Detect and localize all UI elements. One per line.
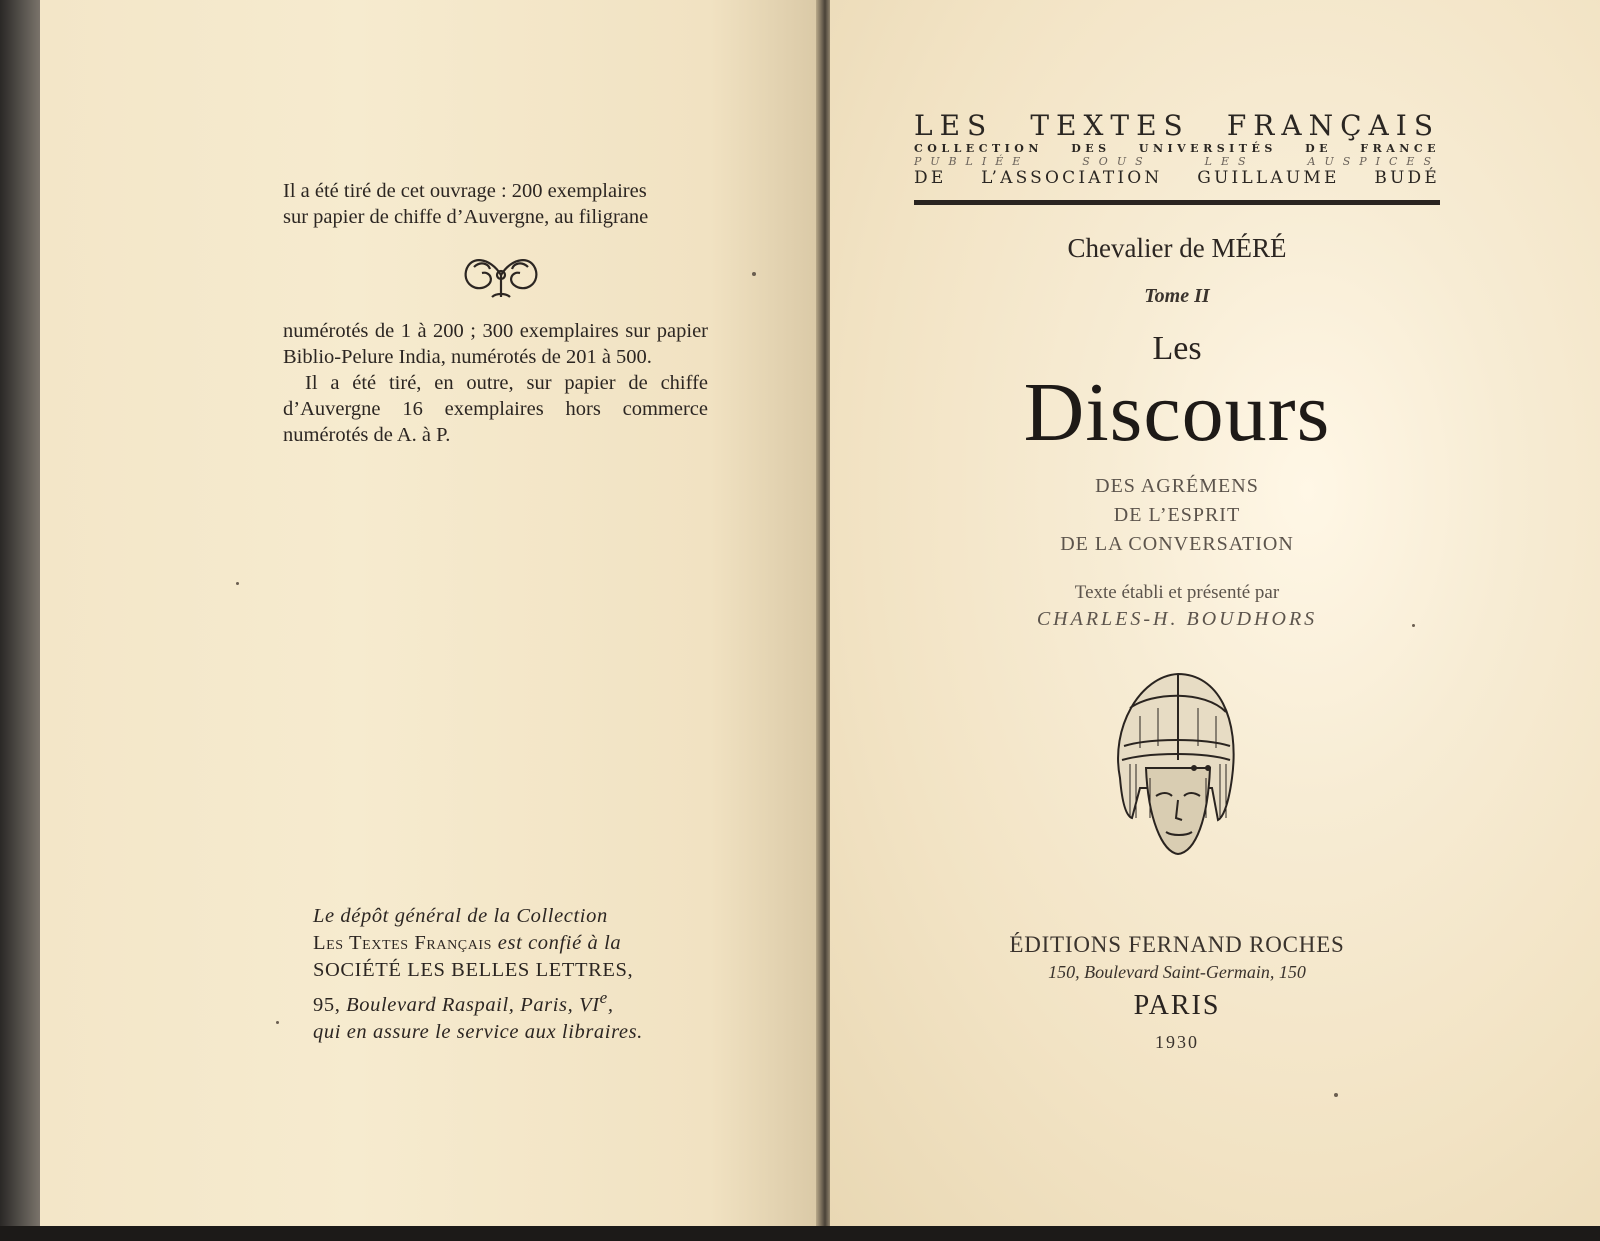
title-article: Les bbox=[1152, 330, 1202, 367]
limitation-numbers bbox=[283, 318, 708, 448]
subtitle-line: DES AGRÉMENS bbox=[1095, 475, 1259, 497]
limitation-intro-line: sur papier de chiffe d’Auvergne, au filigrane bbox=[283, 206, 649, 228]
limitation-paragraph: Il a été tiré, en outre, sur papier de chiffe d’Auvergne 16 exemplaires hors commerce numérotés de A. à P. bbox=[283, 372, 708, 446]
publication-year: 1930 bbox=[1155, 1032, 1199, 1052]
series-line: PUBLIÉE SOUS LES AUSPICES bbox=[914, 155, 1440, 168]
street-number: 95, bbox=[313, 993, 347, 1016]
depot-line: qui en assure le service aux libraires. bbox=[313, 1020, 643, 1043]
depot-line: Le dépôt général de la Collection bbox=[313, 905, 608, 927]
limitation-intro-line: Il a été tiré de cet ouvrage : 200 exemplaires bbox=[283, 180, 647, 202]
publication-city: PARIS bbox=[1133, 990, 1221, 1021]
subtitle-line: DE LA CONVERSATION bbox=[1060, 533, 1294, 555]
author-name: MÉRÉ bbox=[1211, 233, 1287, 263]
filigrane-ornament-icon bbox=[460, 245, 542, 303]
subtitle bbox=[914, 472, 1440, 559]
series-line: DE L’ASSOCIATION GUILLAUME BUDÉ bbox=[914, 168, 1440, 188]
paper-speck bbox=[752, 272, 756, 276]
subtitle-line: DE L’ESPRIT bbox=[1113, 504, 1241, 526]
series-title: LES TEXTES FRANÇAIS bbox=[914, 109, 1440, 142]
series-name: Les Textes Français bbox=[313, 932, 493, 954]
header-rule bbox=[914, 200, 1440, 205]
arrondissement-suffix: e bbox=[599, 988, 608, 1007]
depot-text: est confié à la bbox=[492, 932, 622, 954]
paper-speck bbox=[1412, 624, 1415, 627]
paper-speck bbox=[276, 1021, 279, 1024]
address-comma: , bbox=[607, 993, 614, 1016]
bottom-shadow bbox=[0, 1226, 1600, 1241]
depot-line: SOCIÉTÉ LES BELLES LETTRES, bbox=[313, 959, 634, 981]
helmeted-head-icon bbox=[1100, 668, 1250, 858]
depot-line bbox=[313, 984, 693, 1019]
author bbox=[914, 233, 1440, 264]
depot-notice bbox=[313, 903, 693, 1046]
edited-by-label: Texte établi et présenté par bbox=[1074, 582, 1280, 603]
limitation-paragraph: numérotés de 1 à 200 ; 300 exemplaires sur papier Biblio-Pelure India, numérotés de 201 à 500. bbox=[283, 320, 708, 368]
paper-speck bbox=[236, 582, 239, 585]
series-header bbox=[914, 110, 1440, 188]
limitation-intro bbox=[283, 178, 708, 230]
volume-number: Tome II bbox=[1144, 285, 1210, 307]
book-title: Discours bbox=[1023, 366, 1331, 459]
publisher-address: 150, Boulevard Saint-Germain, 150 bbox=[1048, 962, 1306, 982]
author-prefix: Chevalier de bbox=[1067, 233, 1212, 263]
street-address: Boulevard Raspail, Paris, VI bbox=[346, 993, 600, 1016]
depot-line bbox=[313, 930, 693, 957]
series-line: COLLECTION DES UNIVERSITÉS DE FRANCE bbox=[914, 142, 1440, 155]
publisher: ÉDITIONS FERNAND ROCHES bbox=[1009, 932, 1345, 957]
editor-name: CHARLES-H. BOUDHORS bbox=[1036, 608, 1318, 630]
paper-speck bbox=[1334, 1093, 1338, 1097]
